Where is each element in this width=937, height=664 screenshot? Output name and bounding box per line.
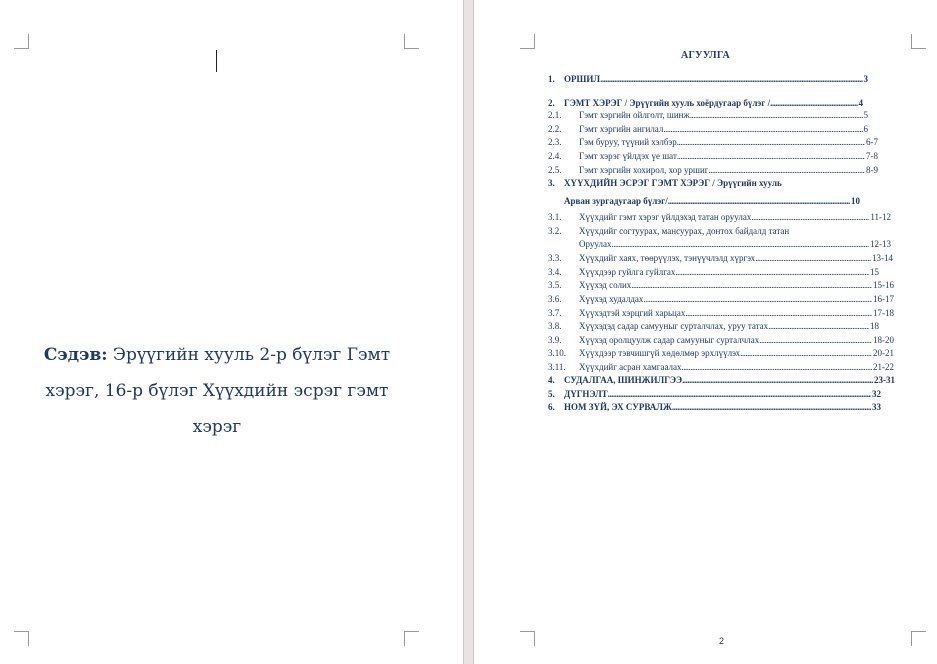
toc-entry-page: 16-17 xyxy=(873,294,894,304)
toc-entry[interactable] xyxy=(548,375,895,385)
toc-entry-page: 33 xyxy=(872,402,881,412)
toc-entry-page: 17-18 xyxy=(873,308,894,318)
toc-entry-number: 3.2. xyxy=(548,226,562,236)
toc-entry-continuation[interactable] xyxy=(579,239,891,249)
page-gutter xyxy=(463,0,474,664)
toc-leader-dots xyxy=(768,321,869,331)
toc-leader-dots xyxy=(708,165,865,175)
toc-entry-number: 3.6. xyxy=(548,294,562,304)
crop-mark-bottom-left xyxy=(14,631,29,646)
crop-mark-top-left xyxy=(14,34,29,49)
toc-leader-dots xyxy=(677,137,865,147)
toc-entry[interactable] xyxy=(548,389,881,399)
toc-entry-text: Гэмт хэргийн ангилал xyxy=(579,124,664,134)
toc-entry[interactable] xyxy=(548,280,894,290)
toc-entry-continuation[interactable] xyxy=(564,196,860,206)
toc-leader-dots xyxy=(611,239,869,249)
toc-entry-number: 2.2. xyxy=(548,124,562,134)
toc-leader-dots xyxy=(672,402,871,412)
toc-entry-text: Гэм буруу, түүний хэлбэр xyxy=(579,137,677,147)
toc-entry-page: 23-31 xyxy=(874,375,895,385)
toc-entry-text: СУДАЛГАА, ШИНЖИЛГЭЭ xyxy=(564,375,683,385)
toc-entry[interactable] xyxy=(548,267,879,277)
toc-entry-number: 3.9. xyxy=(548,335,562,345)
toc-leader-dots xyxy=(663,124,862,134)
toc-entry-text: Арван зургадугаар бүлэг/ xyxy=(564,196,668,206)
toc-leader-dots xyxy=(600,74,862,84)
toc-entry[interactable] xyxy=(548,335,894,345)
crop-mark-top-left xyxy=(520,34,535,49)
toc-entry-number: 3.10. xyxy=(548,348,566,358)
toc-leader-dots xyxy=(740,348,872,358)
toc-entry[interactable] xyxy=(548,402,881,412)
toc-entry-number: 6. xyxy=(548,402,555,412)
toc-entry-text: Оруулах xyxy=(579,239,612,249)
toc-entry-page: 15 xyxy=(870,267,879,277)
subject-label: Сэдэв: xyxy=(43,345,108,365)
toc-entry-text: Гэмт хэргийн ойлголт, шинж xyxy=(579,110,690,120)
toc-leader-dots xyxy=(755,253,871,263)
crop-mark-bottom-left xyxy=(520,631,535,646)
toc-entry-text: ГЭМТ ХЭРЭГ / Эрүүгийн хууль хоёрдугаар бүлэг / xyxy=(564,98,771,108)
toc-entry[interactable] xyxy=(548,212,891,222)
crop-mark-top-right xyxy=(911,34,926,49)
toc-entry-page: 18 xyxy=(870,321,879,331)
crop-mark-top-right xyxy=(404,34,419,49)
toc-entry[interactable] xyxy=(548,308,894,318)
toc-entry[interactable] xyxy=(548,253,893,263)
toc-entry-text: Хүүхэдэд садар самууныг сурталчлах, уруу татах xyxy=(579,321,769,331)
toc-entry[interactable] xyxy=(548,226,789,236)
toc-entry[interactable] xyxy=(548,321,879,331)
toc-entry-number: 2. xyxy=(548,98,555,108)
toc-entry-number: 4. xyxy=(548,375,555,385)
toc-entry[interactable] xyxy=(548,110,868,120)
toc-entry-number: 2.3. xyxy=(548,137,562,147)
toc-entry-page: 6 xyxy=(863,124,868,134)
toc-leader-dots xyxy=(685,308,872,318)
toc-entry-text: Хүүхдийг гэмт хэрэг үйлдэхэд татан оруулах xyxy=(579,212,752,222)
toc-entry-text: Хүүхдийг хаях, төөрүүлэх, тэнүүчлэлд хүргэх xyxy=(579,253,756,263)
toc-title: АГУУЛГА xyxy=(681,50,730,61)
toc-entry-page: 5 xyxy=(863,110,868,120)
toc-entry-page: 21-22 xyxy=(873,362,894,372)
toc-leader-dots xyxy=(668,196,850,206)
toc-entry-number: 3.3. xyxy=(548,253,562,263)
toc-entry[interactable] xyxy=(548,294,894,304)
toc-entry-text: ДҮГНЭЛТ xyxy=(564,389,608,399)
toc-entry[interactable] xyxy=(548,74,868,84)
toc-entry-number: 2.5. xyxy=(548,165,562,175)
toc-entry-text: НОМ ЗҮЙ, ЭХ СУРВАЛЖ xyxy=(564,402,672,412)
toc-entry-text: Хүүхэдтэй хэрцгий харьцах xyxy=(579,308,686,318)
toc-entry-page: 4 xyxy=(858,98,863,108)
toc-entry-text: Хүүхдээр гуйлга гуйлгах xyxy=(579,267,676,277)
subject-text: Эрүүгийн хууль 2-р бүлэг Гэмт хэрэг, 16-р бүлэг Хүүхдийн эсрэг гэмт хэрэг xyxy=(45,345,391,437)
toc-entry-text: Хүүхэд оролцуулж садар самууныг сурталчлах xyxy=(579,335,760,345)
toc-entry-number: 3.11. xyxy=(548,362,566,372)
toc-leader-dots xyxy=(643,294,872,304)
toc-entry-page: 15-16 xyxy=(873,280,894,290)
toc-entry-number: 1. xyxy=(548,74,555,84)
toc-entry-page: 6-7 xyxy=(866,137,878,147)
toc-entry-page: 8-9 xyxy=(866,165,878,175)
toc-entry[interactable] xyxy=(548,124,868,134)
toc-entry[interactable] xyxy=(548,362,894,372)
text-cursor xyxy=(216,50,217,72)
toc-entry-page: 11-12 xyxy=(870,212,891,222)
toc-entry-number: 3.7. xyxy=(548,308,562,318)
toc-entry-number: 5. xyxy=(548,389,555,399)
document-page-left[interactable] xyxy=(0,0,463,664)
toc-entry-number: 2.4. xyxy=(548,151,562,161)
toc-leader-dots xyxy=(631,280,872,290)
toc-entry-number: 3.5. xyxy=(548,280,562,290)
toc-leader-dots xyxy=(690,110,863,120)
toc-entry-number: 2.1. xyxy=(548,110,562,120)
toc-entry-page: 7-8 xyxy=(866,151,878,161)
toc-entry-text: Хүүхдийг асран хамгаалах xyxy=(579,362,682,372)
toc-entry[interactable] xyxy=(548,98,863,108)
toc-entry-page: 12-13 xyxy=(870,239,891,249)
toc-leader-dots xyxy=(608,389,871,399)
toc-entry-text: Хүүхдийг согтуурах, мансуурах, донтох байдалд татан xyxy=(579,226,790,236)
toc-entry-text: Хүүхэд худалдах xyxy=(579,294,644,304)
toc-entry-text: Гэмт хэргийн хохирол, хор уршиг xyxy=(579,165,709,175)
crop-mark-bottom-right xyxy=(911,631,926,646)
toc-entry-page: 20-21 xyxy=(873,348,894,358)
toc-leader-dots xyxy=(759,335,872,345)
toc-entry-number: 3.4. xyxy=(548,267,562,277)
toc-entry-text: Хүүхдээр тэвчишгүй хөдөлмөр эрхлүүлэх xyxy=(579,348,741,358)
toc-leader-dots xyxy=(675,267,869,277)
toc-entry-number: 3.8. xyxy=(548,321,562,331)
page-number: 2 xyxy=(719,636,725,646)
toc-entry-page: 13-14 xyxy=(872,253,893,263)
subject-paragraph[interactable] xyxy=(36,337,398,445)
toc-entry-text: ХҮҮХДИЙН ЭСРЭГ ГЭМТ ХЭРЭГ / Эрүүгийн хууль xyxy=(564,178,782,188)
toc-entry-page: 10 xyxy=(851,196,860,206)
toc-entry[interactable] xyxy=(548,137,878,147)
toc-leader-dots xyxy=(751,212,869,222)
crop-mark-bottom-right xyxy=(404,631,419,646)
toc-entry-page: 3 xyxy=(863,74,868,84)
toc-entry[interactable] xyxy=(548,165,878,175)
toc-entry-text: Гэмт хэрэг үйлдэх үе шат xyxy=(579,151,677,161)
toc-leader-dots xyxy=(682,362,872,372)
toc-entry-page: 32 xyxy=(872,389,881,399)
toc-entry-number: 3. xyxy=(548,178,555,188)
toc-leader-dots xyxy=(682,375,873,385)
toc-leader-dots xyxy=(770,98,857,108)
toc-entry-number: 3.1. xyxy=(548,212,562,222)
toc-entry[interactable] xyxy=(548,348,894,358)
toc-entry-page: 18-20 xyxy=(873,335,894,345)
toc-entry[interactable] xyxy=(548,178,782,188)
toc-leader-dots xyxy=(677,151,865,161)
toc-entry[interactable] xyxy=(548,151,878,161)
toc-entry-text: ОРШИЛ xyxy=(564,74,601,84)
toc-entry-text: Хүүхэд солих xyxy=(579,280,632,290)
